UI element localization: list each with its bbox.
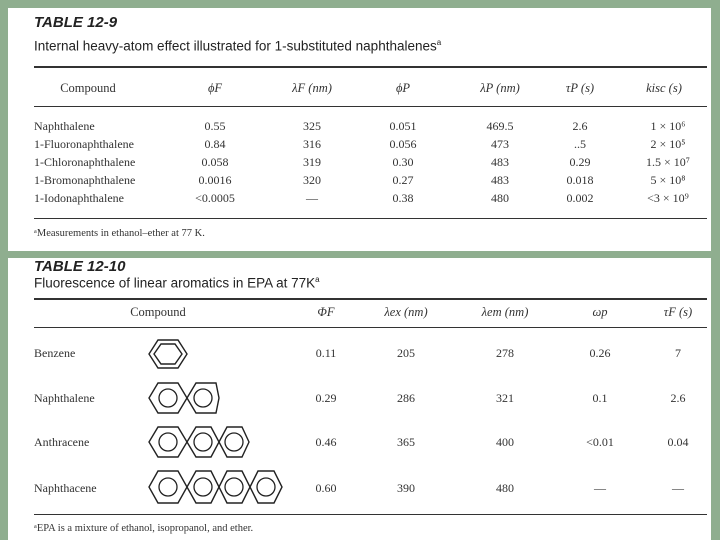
row-value: — xyxy=(306,191,318,205)
row-value: 205 xyxy=(397,346,415,360)
row-value: 319 xyxy=(303,155,321,169)
row-value: 0.29 xyxy=(569,155,591,169)
row-value: <0.0005 xyxy=(195,191,235,205)
row-value: 0.60 xyxy=(315,481,337,495)
naphthalene-structure xyxy=(148,380,220,416)
table-caption: Internal heavy-atom effect illustrated for 1-substituted naphthalenes$^a$ xyxy=(34,38,442,54)
row-value: 2.6 xyxy=(670,391,686,405)
table-footnote: ᵃMeasurements in ethanol–ether at 77 K. xyxy=(34,228,205,239)
table-footnote: ᵃEPA is a mixture of ethanol, isopropanol, and ether. xyxy=(34,523,254,534)
row-value: 0.002 xyxy=(566,191,594,205)
row-value: 480 xyxy=(491,191,509,205)
row-value: 7 xyxy=(675,346,681,360)
column-header: ωp xyxy=(592,305,608,319)
row-value: 0.84 xyxy=(204,137,226,151)
benzene-structure xyxy=(148,337,188,371)
row-compound: Benzene xyxy=(34,346,76,360)
row-value: 320 xyxy=(303,173,321,187)
row-value: 0.04 xyxy=(667,435,689,449)
row-value: 0.29 xyxy=(315,391,337,405)
row-value: 0.0016 xyxy=(198,173,232,187)
row-value: 390 xyxy=(397,481,415,495)
row-value: 0.056 xyxy=(389,137,417,151)
row-compound: Naphthalene xyxy=(34,391,95,405)
row-value: 0.30 xyxy=(392,155,414,169)
row-value: 1 × 10⁶ xyxy=(650,119,686,133)
row-value: <3 × 10⁹ xyxy=(647,191,689,205)
column-header: ΦF xyxy=(317,305,335,319)
column-header: ϕF xyxy=(207,81,223,95)
row-value: 2 × 10⁵ xyxy=(650,137,686,151)
row-compound: Anthracene xyxy=(34,435,90,449)
row-value: 0.46 xyxy=(315,435,337,449)
row-value: 2.6 xyxy=(572,119,588,133)
row-value: ..5 xyxy=(574,137,586,151)
column-header: Compound xyxy=(130,305,186,319)
row-value: 278 xyxy=(496,346,514,360)
table-header-rule xyxy=(34,327,707,328)
row-compound: 1-Chloronaphthalene xyxy=(34,155,136,169)
table-bottom-rule xyxy=(34,218,707,219)
row-value: 473 xyxy=(491,137,509,151)
column-header: λex (nm) xyxy=(384,305,428,319)
column-header: λem (nm) xyxy=(481,305,529,319)
table-title: TABLE 12-9 xyxy=(34,14,118,31)
row-value: <0.01 xyxy=(586,435,614,449)
row-value: 316 xyxy=(303,137,321,151)
table-title: TABLE 12-10 xyxy=(34,258,126,275)
row-value: 0.55 xyxy=(204,119,226,133)
table-12-9-panel xyxy=(8,8,711,251)
column-header: τF (s) xyxy=(663,305,693,319)
table-caption: Fluorescence of linear aromatics in EPA at $77K^a$ xyxy=(34,275,320,291)
table-top-rule xyxy=(34,298,707,300)
row-value: 0.27 xyxy=(392,173,414,187)
row-value: 0.26 xyxy=(589,346,611,360)
row-value: 325 xyxy=(303,119,321,133)
row-value: 286 xyxy=(397,391,415,405)
row-value: 0.38 xyxy=(392,191,414,205)
row-value: 0.1 xyxy=(592,391,608,405)
row-value: — xyxy=(672,481,684,495)
row-compound: 1-Bromonaphthalene xyxy=(34,173,136,187)
row-value: 400 xyxy=(496,435,514,449)
table-bottom-rule xyxy=(34,514,707,515)
column-header: λP (nm) xyxy=(480,81,520,95)
row-value: 1.5 × 10⁷ xyxy=(646,155,690,169)
row-value: 483 xyxy=(491,155,509,169)
row-value: — xyxy=(594,481,606,495)
column-header: τP (s) xyxy=(565,81,595,95)
row-value: 0.051 xyxy=(389,119,417,133)
row-value: 0.018 xyxy=(566,173,594,187)
row-value: 365 xyxy=(397,435,415,449)
row-value: 5 × 10⁸ xyxy=(650,173,686,187)
row-compound: 1-Iodonaphthalene xyxy=(34,191,124,205)
table-12-10-panel xyxy=(8,258,711,540)
row-value: 469.5 xyxy=(486,119,514,133)
row-value: 0.058 xyxy=(201,155,229,169)
table-top-rule xyxy=(34,66,707,68)
row-value: 0.11 xyxy=(315,346,337,360)
anthracene-structure xyxy=(148,424,250,460)
row-value: 483 xyxy=(491,173,509,187)
naphthacene-structure xyxy=(148,468,284,506)
row-compound: Naphthalene xyxy=(34,119,95,133)
row-value: 480 xyxy=(496,481,514,495)
table-header-rule xyxy=(34,106,707,107)
column-header: kisc (s) xyxy=(646,81,682,95)
row-value: 321 xyxy=(496,391,514,405)
column-header: λF (nm) xyxy=(292,81,332,95)
row-compound: 1-Fluoronaphthalene xyxy=(34,137,134,151)
column-header: ϕP xyxy=(395,81,411,95)
column-header: Compound xyxy=(60,81,116,95)
row-compound: Naphthacene xyxy=(34,481,97,495)
